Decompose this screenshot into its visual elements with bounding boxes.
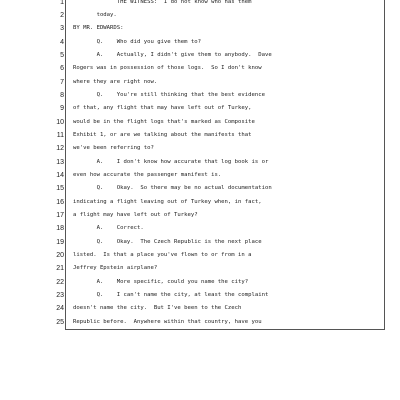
transcript-line: Q. You're still thinking that the best evidence xyxy=(73,92,265,98)
line-number: 10 xyxy=(56,119,64,126)
transcript-line: A. I don't know how accurate that log book is or xyxy=(73,159,269,165)
line-number: 8 xyxy=(60,92,64,99)
line-number: 12 xyxy=(56,145,64,152)
line-number: 17 xyxy=(56,212,64,219)
line-number: 20 xyxy=(56,252,64,259)
transcript-line: Rogers was in possession of those logs. So I don't know xyxy=(73,65,262,71)
line-number: 4 xyxy=(60,39,64,46)
transcript-line: Jeffrey Epstein airplane? xyxy=(73,265,158,271)
transcript-line: BY MR. EDWARDS: xyxy=(73,25,124,31)
transcript-line: doesn't name the city. But I've been to the Czech xyxy=(73,305,242,311)
line-number: 7 xyxy=(60,79,64,86)
line-number: 15 xyxy=(56,185,64,192)
line-number: 19 xyxy=(56,239,64,246)
transcript-line: Q. Who did you give them to? xyxy=(73,39,201,45)
transcript-line: of that, any flight that may have left out of Turkey, xyxy=(73,105,252,111)
line-number: 6 xyxy=(60,65,64,72)
line-number: 14 xyxy=(56,172,64,179)
transcript-line: even how accurate the passenger manifest is. xyxy=(73,172,222,178)
transcript-line: we've been referring to? xyxy=(73,145,154,151)
line-number: 25 xyxy=(56,319,64,326)
transcript-line: listed. Is that a place you've flown to or from in a xyxy=(73,252,252,258)
transcript-line: A. Correct. xyxy=(73,225,144,231)
line-number: 9 xyxy=(60,105,64,112)
transcript-line: where they are right now. xyxy=(73,79,158,85)
line-number: 16 xyxy=(56,199,64,206)
line-number: 1 xyxy=(60,0,64,6)
transcript-line: Republic before. Anywhere within that country, have you xyxy=(73,319,262,325)
line-number: 18 xyxy=(56,225,64,232)
transcript-line: A. Actually, I didn't give them to anybody. Dave xyxy=(73,52,272,58)
transcript-line: Q. I can't name the city, at least the complaint xyxy=(73,292,269,298)
transcript-line: today. xyxy=(73,12,117,18)
transcript-line: THE WITNESS: I do not know who has them xyxy=(73,0,252,5)
transcript-line: would be in the flight logs that's marked as Composite xyxy=(73,119,255,125)
transcript-line: A. More specific, could you name the city? xyxy=(73,279,249,285)
line-number: 22 xyxy=(56,279,64,286)
line-number: 21 xyxy=(56,265,64,272)
line-number: 24 xyxy=(56,305,64,312)
line-number: 3 xyxy=(60,25,64,32)
line-number: 2 xyxy=(60,12,64,19)
line-number: 5 xyxy=(60,52,64,59)
transcript-line: Q. Okay. The Czech Republic is the next place xyxy=(73,239,262,245)
transcript-line: indicating a flight leaving out of Turkey when, in fact, xyxy=(73,199,262,205)
transcript-line: Q. Okay. So there may be no actual documentation xyxy=(73,185,272,191)
transcript-line: Exhibit 1, or are we talking about the manifests that xyxy=(73,132,252,138)
line-number: 13 xyxy=(56,159,64,166)
transcript-line: a flight may have left out of Turkey? xyxy=(73,212,198,218)
line-number: 11 xyxy=(56,132,64,139)
line-number: 23 xyxy=(56,292,64,299)
line-number-column xyxy=(46,0,64,330)
